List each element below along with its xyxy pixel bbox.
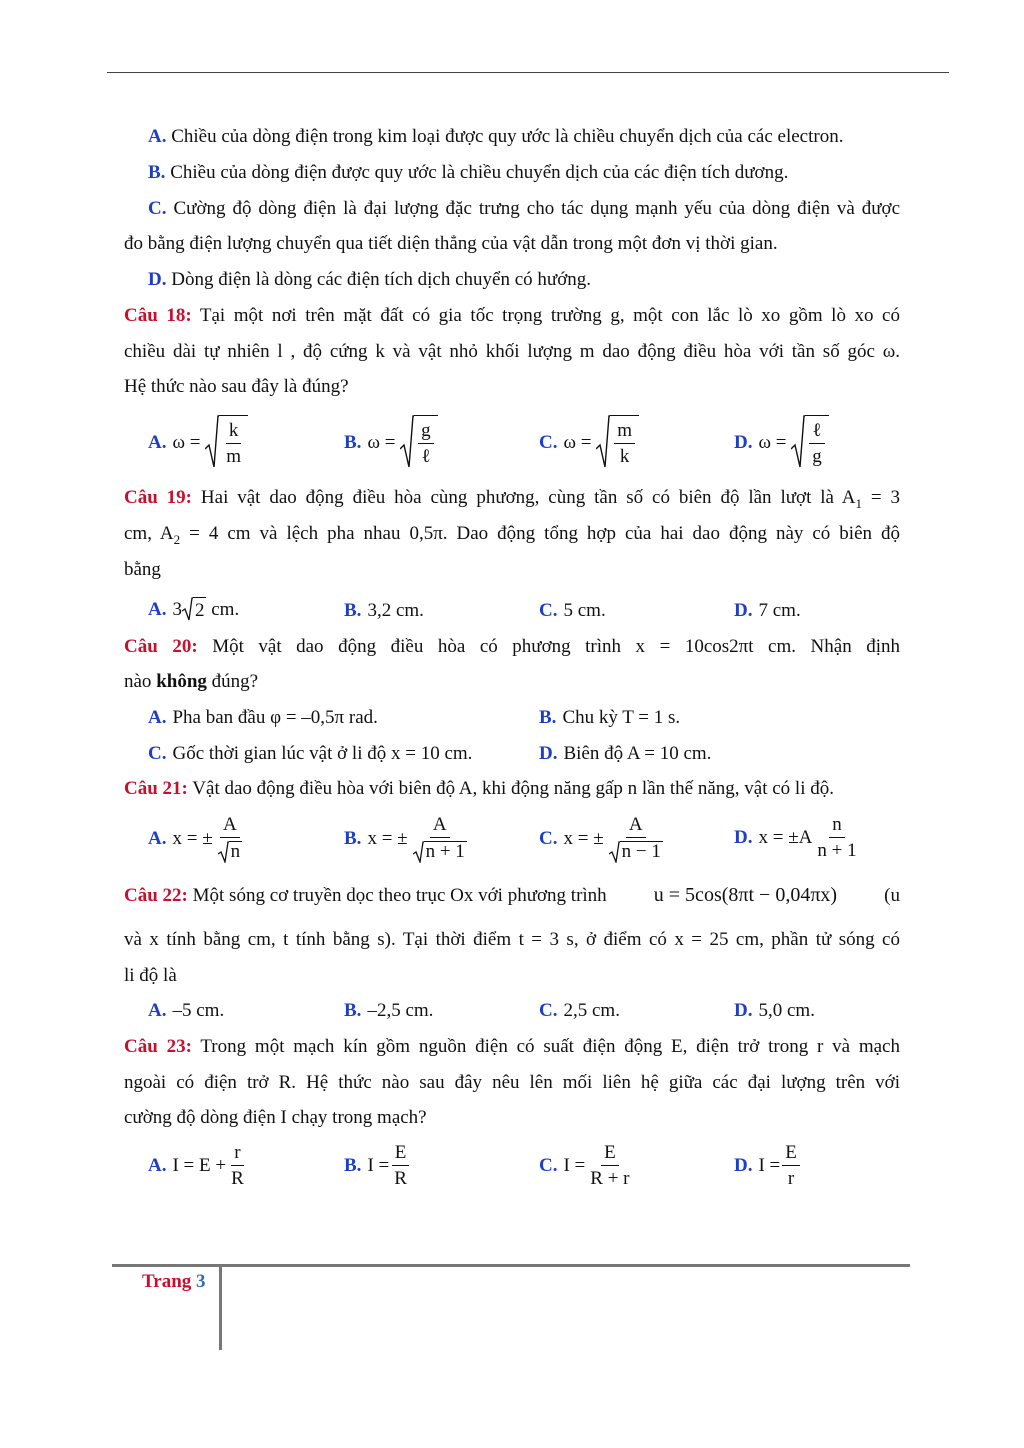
question-number: Câu 18: xyxy=(124,305,192,326)
sqrt-symbol: 2 xyxy=(182,597,207,621)
q22-stem-line1: Câu 22: Một sóng cơ truyền dọc theo trục Ox với phương trình u = 5cos(8πt − 0,04πx) (u xyxy=(124,884,900,906)
q18-option-c: C. ω = $\frac{m}{k}$ xyxy=(539,415,639,469)
q20-option-b: B. Chu kỳ T = 1 s. xyxy=(539,707,681,728)
q17-option-a: A. Chiều của dòng điện trong kim loại được quy ước là chiều chuyển dịch của các electron. xyxy=(148,126,844,147)
page-number: 3 xyxy=(196,1271,206,1292)
sqrt-symbol: $\frac{k}{m}$ xyxy=(205,415,248,469)
q23-option-d: D. I = $\frac{E}{r}$ xyxy=(734,1143,802,1189)
q21-stem-line1: Câu 21: Vật dao động điều hòa với biên độ A, khi động năng gấp n lần thế năng, vật có li độ. xyxy=(124,778,834,799)
q22-stem-line3: li độ là xyxy=(124,965,177,986)
question-number: Câu 20: xyxy=(124,636,198,657)
q23-option-c: C. I = $\frac{E}{R + r}$ xyxy=(539,1142,630,1189)
q21-option-d: D. x = ±A $\frac{n}{n + 1}$ xyxy=(734,814,857,861)
q18-stem-line3: Hệ thức nào sau đây là đúng? xyxy=(124,376,349,397)
q23-option-b: B. I = $\frac{E}{R}$ xyxy=(344,1143,412,1189)
footer-divider xyxy=(219,1266,222,1350)
q19-option-d: D. 7 cm. xyxy=(734,600,801,621)
q22-option-c: C. 2,5 cm. xyxy=(539,1000,620,1021)
q23-stem-line3: cường độ dòng điện I chạy trong mạch? xyxy=(124,1107,427,1128)
q19-option-c: C. 5 cm. xyxy=(539,600,606,621)
q17-option-c-line2: đo bằng điện lượng chuyển qua tiết diện thẳng của vật dẫn trong một đơn vị thời gian. xyxy=(124,233,778,254)
question-number: Câu 22: xyxy=(124,884,188,906)
q17-option-d: D. Dòng điện là dòng các điện tích dịch chuyển có hướng. xyxy=(148,269,591,290)
q17-option-c-line1: C. Cường độ dòng điện là đại lượng đặc trưng cho tác dụng mạnh yếu của dòng điện và được xyxy=(148,198,901,219)
sqrt-symbol: $\frac{g}{\text{ℓ}}$ xyxy=(400,415,438,469)
q22-option-b: B. –2,5 cm. xyxy=(344,1000,434,1021)
question-number: Câu 21: xyxy=(124,778,188,799)
q18-option-a: A. ω = $\frac{k}{m}$ xyxy=(148,415,248,469)
page-footer: Trang 3 xyxy=(142,1271,206,1292)
question-number: Câu 23: xyxy=(124,1036,192,1057)
q19-option-b: B. 3,2 cm. xyxy=(344,600,424,621)
header-rule xyxy=(107,72,949,73)
sqrt-symbol: n − 1 xyxy=(609,841,663,863)
q20-stem-line2: nào không đúng? xyxy=(124,671,259,692)
q23-stem-line2: ngoài có điện trở R. Hệ thức nào sau đây nêu lên mối liên hệ giữa các đại lượng trên với xyxy=(124,1072,900,1093)
q18-stem-line1: Câu 18: Tại một nơi trên mặt đất có gia tốc trọng trường g, một con lắc lò xo gồm lò xo có xyxy=(124,305,900,326)
footer-rule xyxy=(112,1264,910,1267)
q20-option-d: D. Biên độ A = 10 cm. xyxy=(539,743,712,764)
q20-option-a: A. Pha ban đầu φ = –0,5π rad. xyxy=(148,707,378,728)
q17-option-b: B. Chiều của dòng điện được quy ước là chiều chuyển dịch của các điện tích dương. xyxy=(148,162,789,183)
q19-option-a: A. 3 2 cm. xyxy=(148,598,240,621)
q21-option-b: B. x = ± $\frac{A}{n + 1}$ xyxy=(344,814,465,863)
sqrt-symbol: n xyxy=(218,841,243,863)
q21-option-c: C. x = ± $\frac{A}{n - 1}$ xyxy=(539,814,661,863)
q22-option-d: D. 5,0 cm. xyxy=(734,1000,815,1021)
q18-option-d: D. ω = $\frac{\text{ℓ}}{g}$ xyxy=(734,415,829,469)
q19-stem-line2: cm, $A_2 = 4$ cm và lệch pha nhau 0,5π. Dao động tổng hợp của hai dao động này có biên độ xyxy=(124,523,900,547)
wave-equation: u = 5cos(8πt − 0,04πx) xyxy=(653,884,838,906)
q19-stem-line1: Câu 19: Hai vật dao động điều hòa cùng phương, cùng tần số có biên độ lần lượt là $A_1 = 3$ xyxy=(124,487,901,511)
question-number: Câu 19: xyxy=(124,487,193,508)
q20-option-c: C. Gốc thời gian lúc vật ở li độ x = 10 cm. xyxy=(148,743,473,764)
sqrt-symbol: $\frac{m}{k}$ xyxy=(596,415,639,469)
q19-stem-line3: bằng xyxy=(124,559,161,580)
q18-option-b: B. ω = $\frac{g}{\text{ℓ}}$ xyxy=(344,415,438,469)
q18-stem-line2: chiều dài tự nhiên l , độ cứng k và vật nhỏ khối lượng m dao động điều hòa với tần số góc ω. xyxy=(124,341,900,362)
q23-option-a: A. I = E + $\frac{r}{R}$ xyxy=(148,1142,244,1189)
sqrt-symbol: n + 1 xyxy=(413,841,467,863)
q20-stem-line1: Câu 20: Một vật dao động điều hòa có phương trình x = 10cos2πt cm. Nhận định xyxy=(124,636,901,657)
q22-option-a: A. –5 cm. xyxy=(148,1000,225,1021)
q21-option-a: A. x = ± $\frac{A}{n}$ xyxy=(148,814,241,863)
q23-stem-line1: Câu 23: Trong một mạch kín gồm nguồn điện có suất điện động E, điện trở trong r và mạch xyxy=(124,1036,900,1057)
sqrt-symbol: $\frac{\text{ℓ}}{g}$ xyxy=(791,415,829,469)
q22-stem-line2: và x tính bằng cm, t tính bằng s). Tại thời điểm t = 3 s, ở điểm có x = 25 cm, phần tử sóng có xyxy=(124,929,900,950)
